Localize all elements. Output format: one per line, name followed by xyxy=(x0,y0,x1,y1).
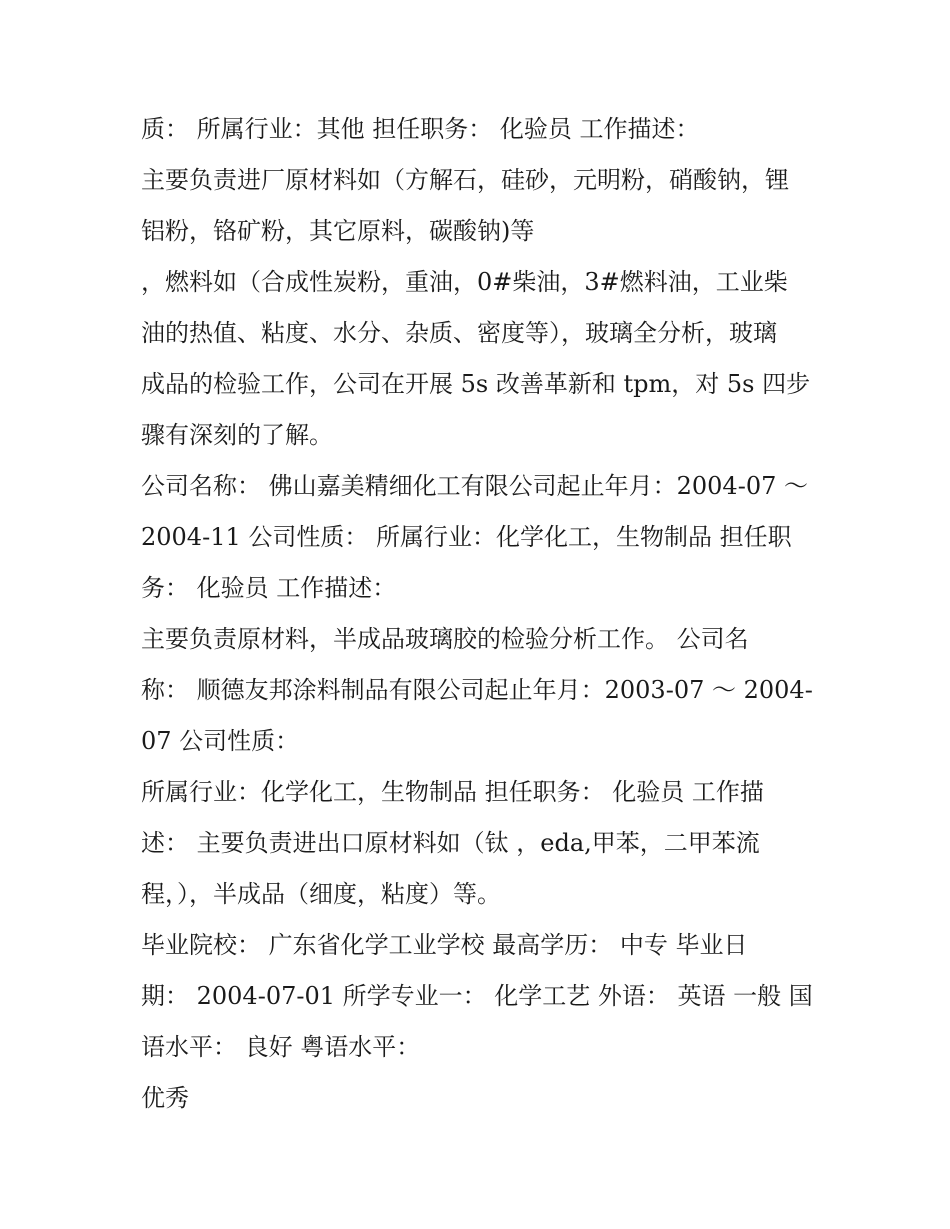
text-line: 称： 顺德友邦涂料制品有限公司起止年月：2003-07 ～ 2004- xyxy=(141,676,813,704)
text-line: 成品的检验工作，公司在开展 5s 改善革新和 tpm，对 5s 四步 xyxy=(141,370,811,398)
resume-text-block xyxy=(141,109,821,1129)
text-line: 油的热值、粘度、水分、杂质、密度等），玻璃全分析，玻璃 xyxy=(141,319,777,347)
text-line: 骤有深刻的了解。 xyxy=(141,421,333,449)
text-line: 述： 主要负责进出口原材料如（钛 ，eda,甲苯，二甲苯流 xyxy=(141,829,760,857)
text-line: 铝粉，铬矿粉，其它原料，碳酸钠)等 xyxy=(141,217,535,245)
text-line: 优秀 xyxy=(141,1084,189,1112)
text-line: 质： 所属行业：其他 担任职务： 化验员 工作描述： xyxy=(141,115,700,143)
text-line: ，燃料如（合成性炭粉，重油，0#柴油，3#燃料油，工业柴 xyxy=(141,268,788,296)
text-line: 07 公司性质： xyxy=(141,727,300,755)
text-line: 主要负责进厂原材料如（方解石，硅砂，元明粉，硝酸钠，锂 xyxy=(141,166,789,194)
text-line: 语水平： 良好 粤语水平： xyxy=(141,1033,421,1061)
text-line: 毕业院校： 广东省化学工业学校 最高学历： 中专 毕业日 xyxy=(141,931,748,959)
text-line: 期： 2004-07-01 所学专业一： 化学工艺 外语： 英语 一般 国 xyxy=(141,982,813,1010)
text-line: 务： 化验员 工作描述： xyxy=(141,574,397,602)
text-line: 程，），半成品（细度，粘度）等。 xyxy=(141,880,501,908)
text-line: 主要负责原材料，半成品玻璃胶的检验分析工作。 公司名 xyxy=(141,625,749,653)
text-line: 所属行业：化学化工，生物制品 担任职务： 化验员 工作描 xyxy=(141,778,764,806)
text-line: 公司名称： 佛山嘉美精细化工有限公司起止年月：2004-07 ～ xyxy=(141,472,808,500)
text-line: 2004-11 公司性质： 所属行业：化学化工，生物制品 担任职 xyxy=(141,523,792,551)
